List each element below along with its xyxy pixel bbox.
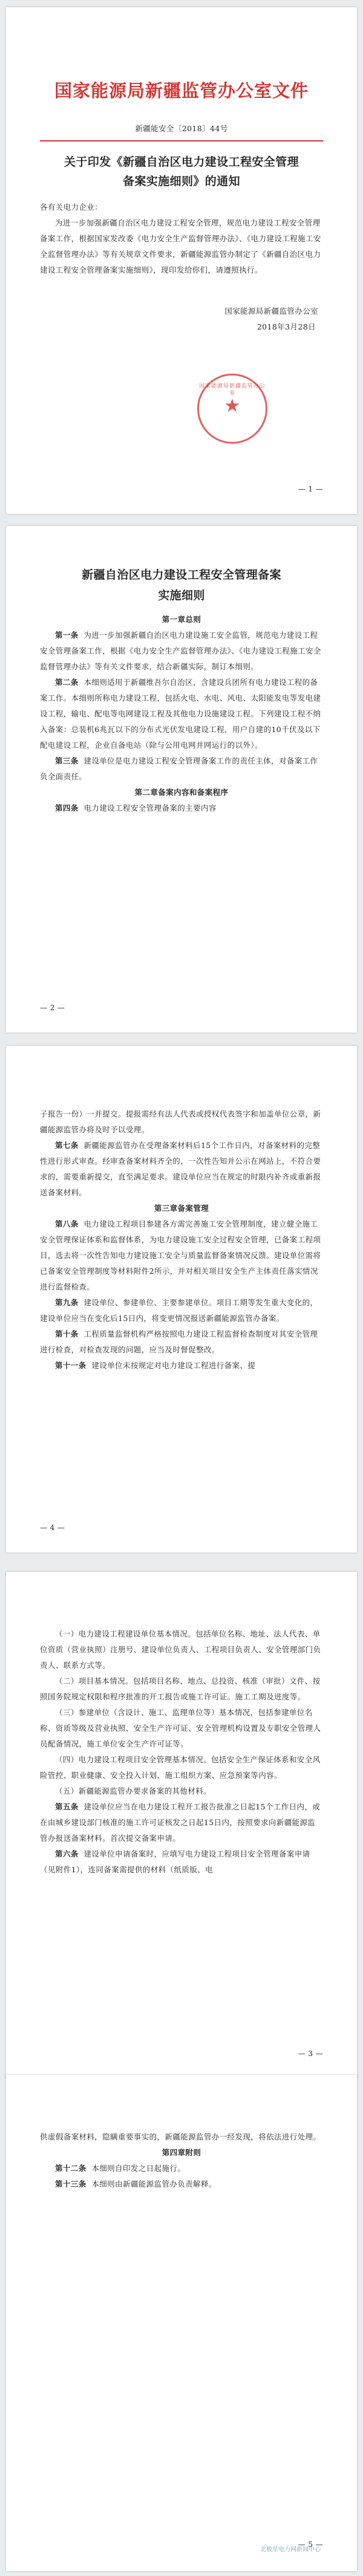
article-1-text: 为进一步加强新疆自治区电力建设施工安全监管，规范电力建设工程安全管理备案工作，根据《电力安全生产监督管理办法》、《电力建设工程施工安全监督管理办法》等有关文件要求，结合新疆实际，制订本细则。 xyxy=(40,631,321,671)
article-4-label: 第四条 xyxy=(55,803,79,813)
article-12-label: 第十二条 xyxy=(55,2164,87,2173)
article-5-label: 第五条 xyxy=(55,1802,79,1811)
red-header: 国家能源局新疆监管办公室文件 xyxy=(54,80,309,101)
chapter-4-heading: 第四章附则 xyxy=(162,2148,201,2157)
continued-paragraph: 子报告一份）一并提交。提报需经有法人代表或授权代表签字和加盖单位公章，新疆能源监管办将及时予以受理。 xyxy=(40,1109,321,1134)
item-3: （三）参建单位（含设计、施工、监理单位等）基本情况，包括参建单位名称、资质等级及营业执照、安全生产许可证、安全管理机构设置及专职安全管理人员配备情况，施工单位安全生产许可证等。 xyxy=(40,1708,321,1748)
page-number: — 2 — xyxy=(40,1004,65,1012)
article-13 xyxy=(40,2176,323,2192)
article-4-text: 电力建设工程安全管理备案的主要内容 xyxy=(83,803,217,813)
article-10-label: 第十条 xyxy=(55,1329,79,1338)
article-11 xyxy=(40,1358,323,1374)
source-watermark: 北极星电力网新闻中心 xyxy=(260,2546,321,2553)
article-1 xyxy=(40,628,323,675)
article-6-label: 第六条 xyxy=(55,1849,79,1858)
article-8 xyxy=(40,1216,323,1295)
seal-text: 国家能源局新疆监管办公室 xyxy=(199,383,266,397)
item-2: （二）项目基本情况。包括项目名称、地点、总投资、核准（审批）文件、按照国务院规定权限和程序批准的开工报告或施工许可证。施工工期及进度等。 xyxy=(40,1676,321,1701)
article-9-text: 建设单位、参建单位、主要参建单位。项目工期等发生重大变化的，建设单位应当在变化后15日内，将变更情况报送新疆能源监管办备案。 xyxy=(40,1298,318,1323)
issue-date: 2018年3月28日 xyxy=(257,322,316,331)
seal-star-icon: ★ xyxy=(224,395,241,417)
page-number: — 4 — xyxy=(40,1523,65,1532)
article-8-text: 电力建设工程项目参建各方需完善施工安全管理制度，建立健全施工安全管理保证体系和监督体系，为电力建设施工安全过程安全管理，已备案工程项目，选去将一次性告知电力建设施工安全与质量监督备案情况反馈。建设单位需将已备案安全管理制度等材料附件2所示，并对相关项目安全生产主体责任落实情况进行监督检查。 xyxy=(40,1219,321,1291)
article-11-text: 建设单位未按规定对电力建设工程进行备案、提 xyxy=(91,1361,256,1370)
official-seal-stamp xyxy=(197,374,267,444)
article-13-text: 本细则由新疆能源监管办负责解释。 xyxy=(91,2179,217,2188)
article-5 xyxy=(40,1799,323,1846)
article-9-label: 第九条 xyxy=(55,1298,79,1307)
notice-title-line-1: 关于印发《新疆自治区电力建设工程安全管理 xyxy=(64,155,299,169)
page-2 xyxy=(6,526,357,1033)
article-2 xyxy=(40,675,323,753)
red-divider-line xyxy=(40,140,323,141)
article-5-text: 建设单位应当在电力建设工程开工报告批准之日起15个工作日内，或在由城乡建设部门核准的施工许可证核发之日起15日内，按照要求向新疆能源监管办报送备案材料。首次提交备案申请。 xyxy=(40,1802,321,1843)
page-1 xyxy=(6,7,357,514)
article-7 xyxy=(40,1138,323,1201)
article-10 xyxy=(40,1326,323,1358)
article-4 xyxy=(40,800,323,816)
page-4 xyxy=(6,1572,357,2078)
item-1: （一）电力建设工程建设单位基本情况。包括单位名称、地址、法人代表、单位资质（营业执照）注册号、建设单位负责人、工程项目负责人、安全管理部门负责人、联系方式等。 xyxy=(40,1629,321,1670)
chapter-1-heading: 第一章总则 xyxy=(162,615,201,624)
article-2-label: 第二条 xyxy=(55,678,79,687)
article-3-label: 第三条 xyxy=(55,756,79,765)
signature-organization: 国家能源局新疆监管办公室 xyxy=(224,307,318,316)
article-7-text: 新疆能源监管办在受理备案材料后15个工作日内，对备案材料的完整性进行形式审查。经审查备案材料齐全的，一次性告知并公示在网站上，不符合要求的，需要重新提交，直至满足要求。建设单位应当在规定的时限内补齐或重新报送备案材料。 xyxy=(40,1141,321,1197)
page-number: — 1 — xyxy=(298,485,323,493)
article-12-text: 本细则自印发之日起施行。 xyxy=(91,2164,186,2173)
document-number: 新疆能安全〔2018〕44号 xyxy=(135,124,228,133)
recipient: 各有关电力企业： xyxy=(40,203,103,212)
notice-body: 为进一步加强新疆自治区电力建设工程安全管理，规范电力建设工程安全管理备案工作，根据国家发改委《电力安全生产监督管理办法》、《电力建设工程施工安全监督管理办法》等有关规章文件要求，新疆能源监管办制定了《新疆自治区电力建设工程安全管理备案实施细则》，现印发给你们，请遵照执行。 xyxy=(40,218,321,274)
article-13-label: 第十三条 xyxy=(55,2179,87,2188)
article-12 xyxy=(40,2161,323,2176)
article-6 xyxy=(40,1846,323,1878)
article-11-label: 第十一条 xyxy=(55,1361,87,1370)
article-7-label: 第七条 xyxy=(55,1141,79,1150)
notice-title-line-2: 备案实施细则》的通知 xyxy=(122,175,240,188)
article-6-text: 建设单位申请备案时，应填写电力建设工程项目安全管理备案申请（见附件1），连同备案需提供的材料（纸质版、电 xyxy=(40,1849,310,1874)
item-4: （四）电力建设工程项目安全管理基本情况。包括安全生产保证体系和安全风险管控、职业健康、安全投入计划、施工组织方案、应急预案等内容。 xyxy=(40,1755,321,1780)
article-1-label: 第一条 xyxy=(55,631,79,640)
page-number: — 5 — xyxy=(298,2540,323,2549)
article-9 xyxy=(40,1295,323,1326)
page-3 xyxy=(6,1046,357,1552)
continued-paragraph: 供虚假备案材料，隐瞒重要事实的，新疆能源监管办一经发现，将依法进行处理。 xyxy=(40,2132,321,2141)
page-number: — 3 — xyxy=(298,2049,323,2058)
article-2-text: 本细则适用于新疆维吾尔自治区，含建设兵团所有电力建设工程的备案工作。本细则所称电力建设工程，包括火电、水电、风电、太阳能发电等发电建设工程，输电、配电等电网建设工程及其他电力设施建设工程。下列建设工程不纳入备案：总装机6兆瓦以下的分布式光伏发电建设工程，用户自建的10千伏及以下配电建设工程，企业自备电站（除与公用电网并网运行的以外）。 xyxy=(40,678,321,750)
item-5: （五）新疆能源监管办要求备案的其他材料。 xyxy=(55,1786,212,1796)
article-10-text: 工程质量监督机构严格按照电力建设工程监督检查制度对其安全管理进行检查，对检查发现的问题，应当及时督促整改。 xyxy=(40,1329,318,1354)
page-5 xyxy=(6,2075,357,2571)
article-3 xyxy=(40,753,323,785)
rules-title-line-1: 新疆自治区电力建设工程安全管理备案 xyxy=(82,568,281,582)
chapter-3-heading: 第三章备案管理 xyxy=(154,1204,209,1213)
article-3-text: 建设单位是电力建设工程安全管理备案工作的责任主体，对备案工作负全面责任。 xyxy=(40,756,318,781)
article-8-label: 第八条 xyxy=(55,1219,79,1228)
rules-title-line-2: 实施细则 xyxy=(158,589,205,602)
chapter-2-heading: 第二章备案内容和备案程序 xyxy=(134,788,229,797)
